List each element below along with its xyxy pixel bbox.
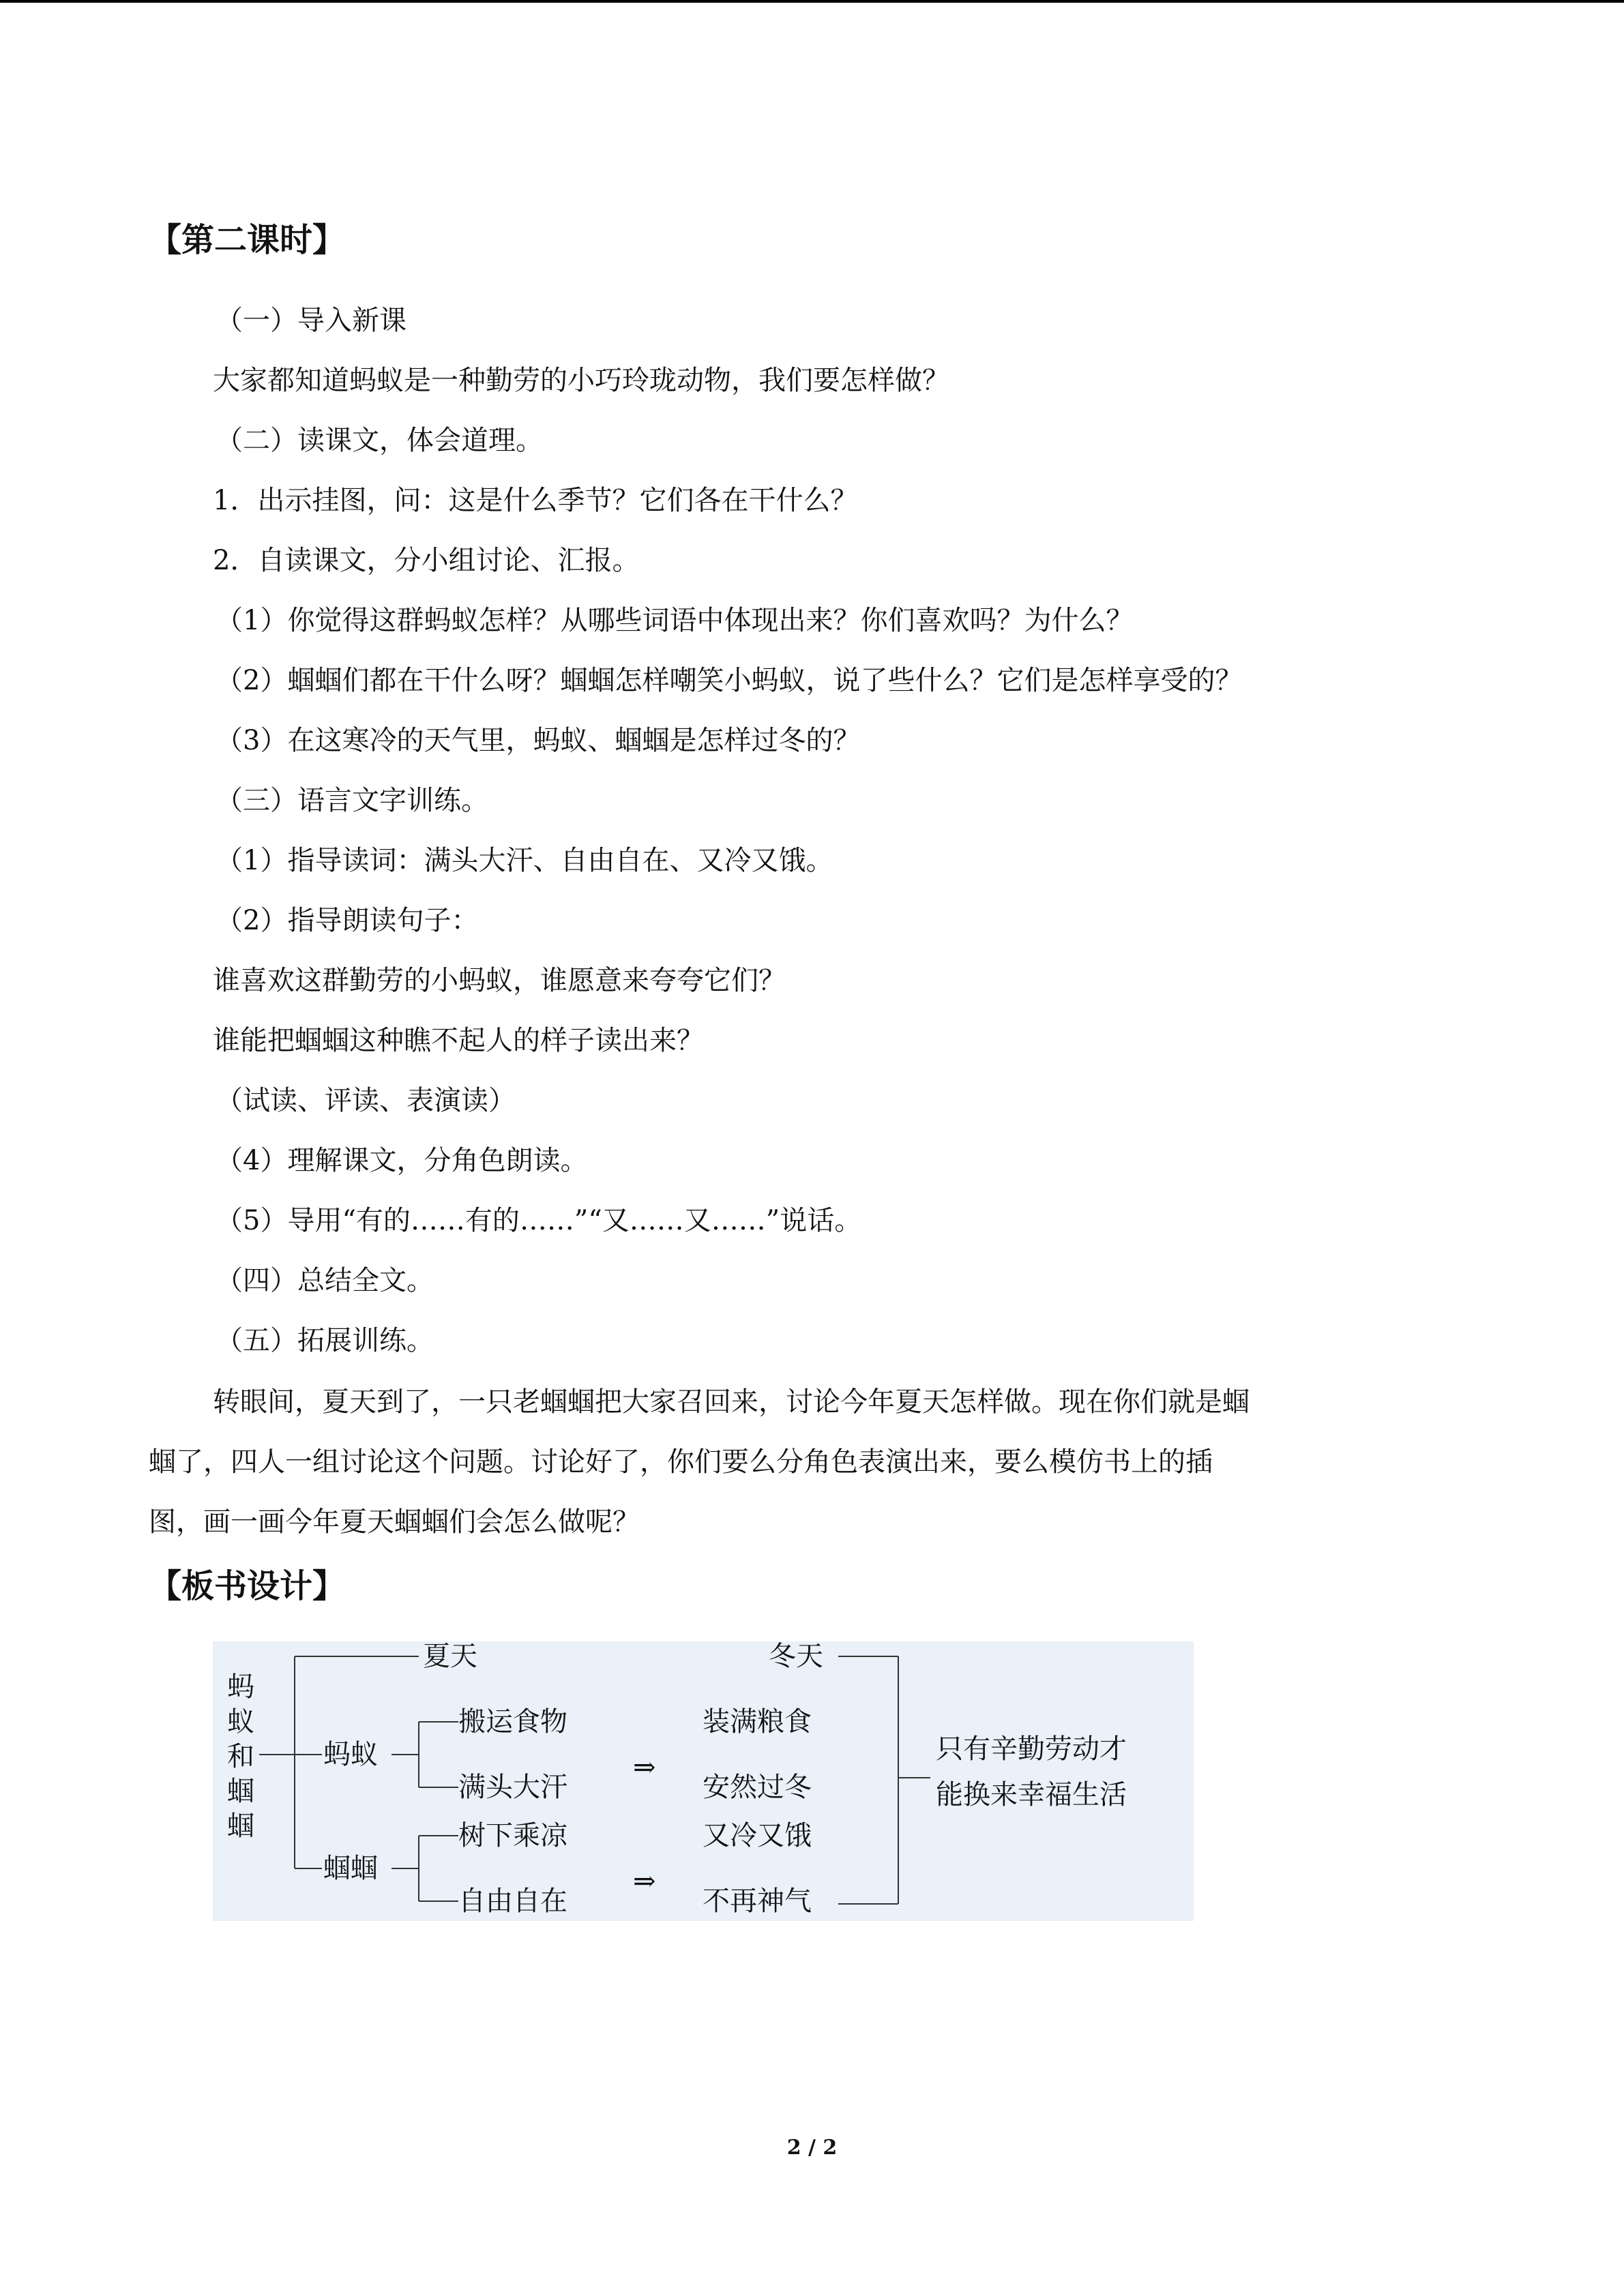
board-gh-summer-2: 自由自在 [458,1885,567,1917]
board-title: 【板书设计】 [149,1567,346,1605]
board-summer: 夏天 [423,1641,477,1672]
body-line: （1）你觉得这群蚂蚁怎样？从哪些词语中体现出来？你们喜欢吗？为什么？ [216,605,1134,636]
board-diagram [213,1641,1194,1921]
body-line: 蝈了，四人一组讨论这个问题。讨论好了，你们要么分角色表演出来，要么模仿书上的插 [149,1446,1213,1478]
board-gh-winter-2: 不再神气 [703,1885,812,1917]
board-arrow-grasshopper: ⇒ [633,1866,656,1897]
body-line: 转眼间，夏天到了，一只老蝈蝈把大家召回来，讨论今年夏天怎样做。现在你们就是蝈 [213,1386,1250,1418]
body-line: 图，画一画今年夏天蝈蝈们会怎么做呢？ [149,1506,640,1538]
body-line: （4）理解课文，分角色朗读。 [216,1145,588,1176]
board-ant-winter-1: 装满粮食 [703,1706,812,1738]
body-line: （三）语言文字训练。 [216,785,488,816]
body-line: 大家都知道蚂蚁是一种勤劳的小巧玲珑动物，我们要怎样做？ [213,365,949,396]
board-winter: 冬天 [769,1641,823,1672]
body-line: （5）导用“有的……有的……”“又……又……”说话。 [216,1205,862,1236]
section-title: 【第二课时】 [149,221,346,259]
body-line: （试读、评读、表演读） [216,1085,516,1116]
body-line: 谁喜欢这群勤劳的小蚂蚁，谁愿意来夸夸它们？ [213,965,786,996]
body-line: 谁能把蝈蝈这种瞧不起人的样子读出来？ [213,1025,704,1056]
body-line: （1）指导读词：满头大汗、自由自在、又冷又饿。 [216,845,833,876]
body-line: （2）指导朗读句子： [216,905,479,936]
body-line: （2）蝈蝈们都在干什么呀？蝈蝈怎样嘲笑小蚂蚁，说了些什么？它们是怎样享受的？ [216,665,1243,696]
board-conclusion-1: 只有辛勤劳动才 [936,1733,1127,1765]
body-line: （五）拓展训练。 [216,1325,434,1356]
body-line: （二）读课文，体会道理。 [216,425,543,456]
board-arrow-ant: ⇒ [633,1752,656,1783]
board-grasshopper: 蝈蝈 [323,1853,378,1884]
board-root: 蚂蚁和蝈蝈 [227,1671,254,1842]
board-ant-summer-1: 搬运食物 [458,1706,567,1738]
body-line: （四）总结全文。 [216,1265,434,1296]
body-line: （一）导入新课 [216,305,407,336]
board-ant-winter-2: 安然过冬 [703,1772,812,1803]
body-line: 1．出示挂图，问：这是什么季节？它们各在干什么？ [213,485,858,516]
page-number: 2 / 2 [786,2136,838,2160]
board-conclusion-2: 能换来幸福生活 [936,1779,1127,1810]
board-ant-summer-2: 满头大汗 [458,1772,567,1803]
body-line: （3）在这寒冷的天气里，蚂蚁、蝈蝈是怎样过冬的？ [216,725,861,756]
top-border [0,0,1624,3]
board-ant: 蚂蚁 [323,1739,378,1770]
body-line: 2．自读课文，分小组讨论、汇报。 [213,545,640,576]
board-gh-summer-1: 树下乘凉 [458,1820,567,1851]
board-gh-winter-1: 又冷又饿 [703,1820,812,1851]
